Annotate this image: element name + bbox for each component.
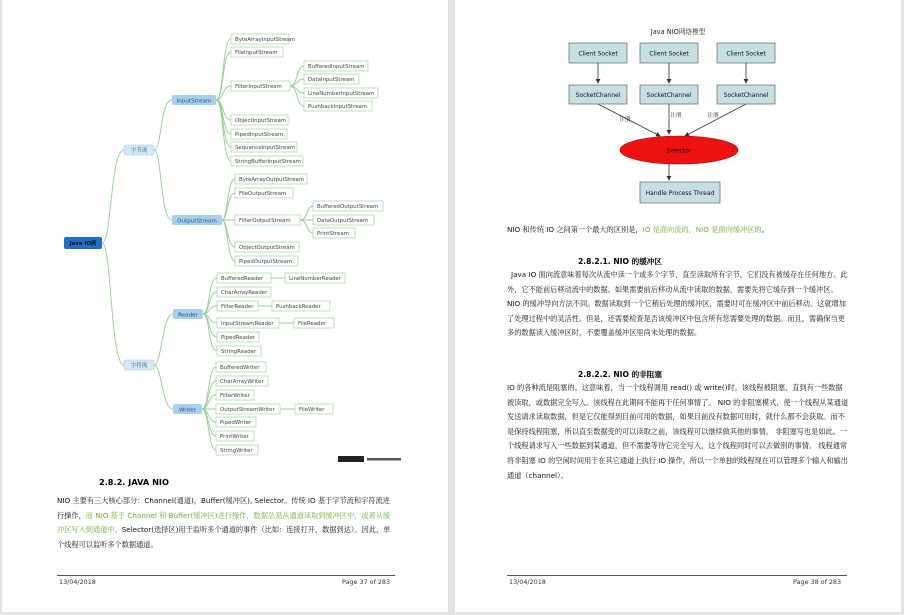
node-bufferedinputstream: BufferedInputStream xyxy=(308,64,365,70)
inputstream-children xyxy=(231,34,303,166)
register-label-2: 注册 xyxy=(670,113,682,119)
socket-channels xyxy=(569,85,775,104)
node-pipedreader: PipedReader xyxy=(221,335,255,341)
client-socket-3: Client Socket xyxy=(726,50,766,58)
node-printstream: PrintStream xyxy=(317,231,349,237)
page-38 xyxy=(455,0,901,612)
node-chararraywriter: CharArrayWriter xyxy=(220,379,264,385)
node-stringwriter: StringWriter xyxy=(220,448,253,454)
node-bufferedoutputstream: BufferedOutputStream xyxy=(317,204,379,210)
node-datainputstream: DataInputStream xyxy=(308,77,355,83)
node-pushbackinputstream: PushbackInputStream xyxy=(308,104,368,110)
selector-label: Selector xyxy=(666,147,692,155)
client-socket-2: Client Socket xyxy=(649,50,689,58)
node-char-stream: 字符流 xyxy=(130,363,148,369)
node-inputstreamreader: InputStreamReader xyxy=(221,321,274,327)
outputstream-children xyxy=(235,174,307,266)
node-filewriter: FileWriter xyxy=(299,407,325,413)
footer-page-number: Page 38 of 283 xyxy=(793,578,842,586)
node-outputstream: OutputStream xyxy=(177,218,217,225)
node-linenumberreader: LineNumberReader xyxy=(289,276,341,282)
client-sockets xyxy=(569,43,775,63)
section-heading-java-nio: 2.8.2. JAVA NIO xyxy=(99,477,169,487)
node-bytearrayinputstream: ByteArrayInputStream xyxy=(235,37,296,43)
footer-rule xyxy=(57,575,395,576)
node-stringbufferinputstream: StringBufferInputStream xyxy=(235,159,301,165)
node-filereader: FileReader xyxy=(298,321,327,327)
footer-rule xyxy=(507,575,847,576)
section-heading-nio-buffer: 2.8.2.1. NIO 的缓冲区 xyxy=(578,257,662,266)
footer-page-number: Page 37 of 283 xyxy=(342,578,391,586)
nio-vs-io-part-3: 。 xyxy=(761,225,769,234)
socket-channel-2: SocketChannel xyxy=(646,92,692,99)
node-bytearrayoutputstream: ByteArrayOutputStream xyxy=(239,177,305,183)
nio-intro-highlight: 而 NIO 基于 Channel 和 Buffer(缓冲区)进行操作，数据总是从通道读取到缓冲区中，或者从缓冲区写入到通道中。 xyxy=(57,510,391,535)
node-dataoutputstream: DataOutputStream xyxy=(317,218,369,224)
section-heading-nio-nonblocking: 2.8.2.2. NIO 的非阻塞 xyxy=(578,370,662,379)
node-pipedinputstream: PipedInputStream, xyxy=(235,132,285,138)
node-byte-stream: 字节流 xyxy=(130,148,148,154)
node-pipedoutputstream: PipedOutputStream xyxy=(239,259,293,265)
nio-intro-part-3: Selector(选择区)用于监听多个通道的事件（比如：连接打开，数据到达）。因此，单个线程可以监听多个数据通道。 xyxy=(57,525,391,549)
nio-vs-io-part-1: NIO 和传统 IO 之间第一个最大的区别是， xyxy=(507,225,643,234)
node-bufferedwriter: BufferedWriter xyxy=(220,365,260,371)
node-filterreader: FilterReader xyxy=(221,304,254,310)
socket-channel-1: SocketChannel xyxy=(575,92,621,99)
node-filterwriter: FilterWriter xyxy=(220,393,250,399)
register-label-1: 注册 xyxy=(619,117,631,123)
footer-date: 13/04/2018 xyxy=(509,578,546,586)
client-socket-1: Client Socket xyxy=(578,50,618,58)
nio-buffer-paragraph: Java IO 面向流意味着每次从流中读一个或多个字节，直至读取所有字节，它们没有被缓存在任何地方。此外，它不能前后移动流中的数据。如果需要前后移动从流中读取的数据，需要先将它缓存到一个缓冲区。NIO 的缓冲导向方法不同。数据读取到一个它稍后处理的缓冲区，需要时可在缓冲区中前后移动。这就增加了处理过程中的灵活性。但是，还需要检查是否该缓冲区中包含所有您需要处理的数据。而且，需确保当更多的数据读入缓冲区时，不要覆盖缓冲区里尚未处理的数据。 xyxy=(507,270,848,338)
nio-vs-io-highlight: IO 是面向流的，NIO 是面向缓冲区的 xyxy=(642,225,762,234)
node-outputstreamwriter: OutputStreamWriter xyxy=(220,407,275,413)
mindmap-root: Java IO流 xyxy=(69,241,97,247)
node-reader: Reader xyxy=(178,312,198,319)
page-37 xyxy=(2,0,448,612)
node-printwriter: PrintWriter xyxy=(220,434,249,440)
node-writer: Writer xyxy=(178,407,197,414)
filterinputstream-children xyxy=(304,61,378,111)
nio-vs-io-paragraph xyxy=(507,223,847,238)
nio-intro-part-1: NIO 主要有三大核心部分：Channel(通道)，Buffer(缓冲区), Selector。传统 IO 基于字节流和字符流进行操作， xyxy=(57,496,390,520)
node-pipedwriter: PipedWriter xyxy=(220,420,252,426)
footer-date: 13/04/2018 xyxy=(59,578,96,586)
node-filterinputstream: FilterInputStream xyxy=(235,84,282,90)
handler-label: Handle Process Thread xyxy=(645,190,715,197)
register-label-3: 注册 xyxy=(707,113,719,119)
node-chararrayreader: CharArrayReader xyxy=(221,290,268,296)
nio-intro-paragraph xyxy=(57,494,395,552)
writer-children xyxy=(216,362,333,455)
diagram-title: Java NIO网络模型 xyxy=(650,28,706,36)
nio-network-diagram xyxy=(455,0,901,215)
node-filteroutputstream: FilterOutputStream xyxy=(239,218,291,224)
reader-children xyxy=(217,273,345,356)
watermark-logo xyxy=(338,456,401,462)
node-fileoutputstream: FileOutputStream xyxy=(239,191,287,197)
filteroutputstream-children xyxy=(313,201,383,238)
socket-channel-3: SocketChannel xyxy=(723,92,769,99)
nio-nonblocking-paragraph: IO 的各种流是阻塞的。这意味着，当一个线程调用 read() 或 write()时，该线程被阻塞，直到有一些数据被读取，或数据完全写入。该线程在此期间不能再干任何事情了。 NIO 的非阻塞模式，使一个线程从某通道发送请求读取数据，但是它仅能得到目前可用的数据，如果目前没有数据可用时，就什么都不会获取。而不是保持线程阻塞，所以直至数据变的可以读取之前，该线程可以继续做其他的事情。 非阻塞写也是如此。一个线程请求写入一些数据到某通道，但不需要等待它完全写入，这个线程同时可以去做别的事情。 线程通常将非阻塞 IO 的空闲时间用于在其它通道上执行 IO 操作，所以一个单独的线程现在可以管理多个输入和输出通道（channel）。 xyxy=(507,383,849,480)
node-objectoutputstream: ObjectOutputStream xyxy=(239,245,295,251)
node-bufferedreader: BufferedReader xyxy=(221,276,264,282)
node-inputstream: InputStream xyxy=(176,98,212,105)
node-pushbackreader: PushbackReader xyxy=(276,304,321,310)
java-io-mindmap xyxy=(2,0,448,470)
node-fileinputstream: FileInputStream xyxy=(235,50,278,56)
node-stringreader: StringReader xyxy=(221,349,257,355)
node-linenumberinputstream: LineNumberInputStream xyxy=(308,91,375,97)
node-objectinputstream: ObjectInputStream xyxy=(235,118,287,124)
node-sequenceinputstream: SequenceInputStream xyxy=(235,145,296,151)
